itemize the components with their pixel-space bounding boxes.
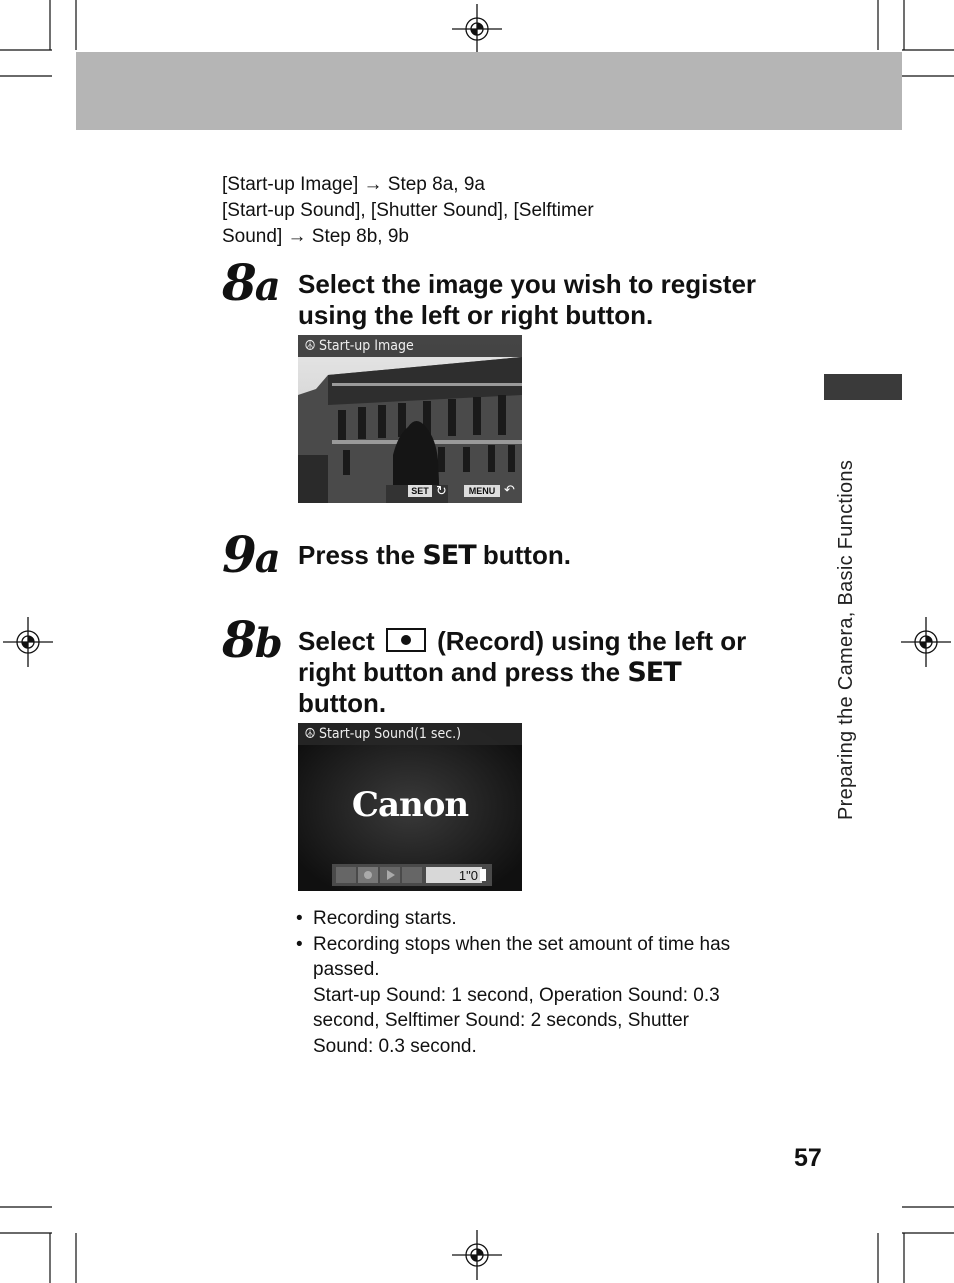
return-icon: ↶	[504, 482, 515, 497]
step-9a-title: Press the SET button.	[298, 540, 571, 571]
my-camera-icon: ☮	[304, 338, 316, 354]
step-number-8b: 8b	[222, 610, 281, 669]
registration-mark-icon	[901, 617, 951, 667]
screen-timer: 1"0	[458, 868, 478, 883]
registration-mark-icon	[452, 1230, 502, 1280]
step-8b-title: Select (Record) using the left or right button and press the SET button.	[298, 626, 747, 718]
intro-line: Sound] → Step 8b, 9b	[222, 226, 409, 247]
page-number: 57	[794, 1144, 822, 1172]
intro-line: [Start-up Sound], [Shutter Sound], [Selftimer	[222, 200, 594, 221]
record-icon	[386, 628, 426, 652]
step-number-8a: 8a	[222, 253, 279, 312]
step-number-9a: 9a	[222, 525, 279, 584]
list-item: • Recording stops when the set amount of time has passed. Start-up Sound: 1 second, Operation Sound: 0.3 second, Selftimer Sound: 2 seconds, Shutter Sound: 0.3 second.	[296, 933, 731, 1057]
screen-title-bar: ☮ Start-up Image	[298, 335, 522, 357]
register-icon: ↻	[436, 483, 447, 498]
registration-mark-icon	[3, 617, 53, 667]
screen-menu-label: MENU	[464, 485, 500, 497]
step-8a-title: Select the image you wish to register using the left or right button.	[298, 269, 757, 330]
set-button-icon: SET	[627, 657, 681, 688]
list-item: • Recording starts.	[296, 908, 457, 929]
intro-line: [Start-up Image] → Step 8a, 9a	[222, 174, 485, 195]
header-band	[76, 52, 902, 130]
startup-sound-screenshot	[298, 723, 522, 891]
registration-mark-icon	[452, 4, 502, 54]
side-section-label: Preparing the Camera, Basic Functions	[835, 459, 857, 820]
my-camera-icon: ☮	[304, 726, 316, 742]
intro-text	[222, 172, 594, 250]
result-notes	[296, 906, 730, 1060]
canon-logo: Canon	[351, 785, 469, 825]
screen-title-bar: ☮ Start-up Sound(1 sec.)	[298, 723, 522, 745]
section-tab	[824, 374, 902, 400]
screen-set-label: SET	[408, 485, 432, 497]
startup-image-screenshot	[298, 335, 522, 503]
building-photo	[298, 335, 522, 503]
set-button-icon: SET	[422, 540, 476, 571]
